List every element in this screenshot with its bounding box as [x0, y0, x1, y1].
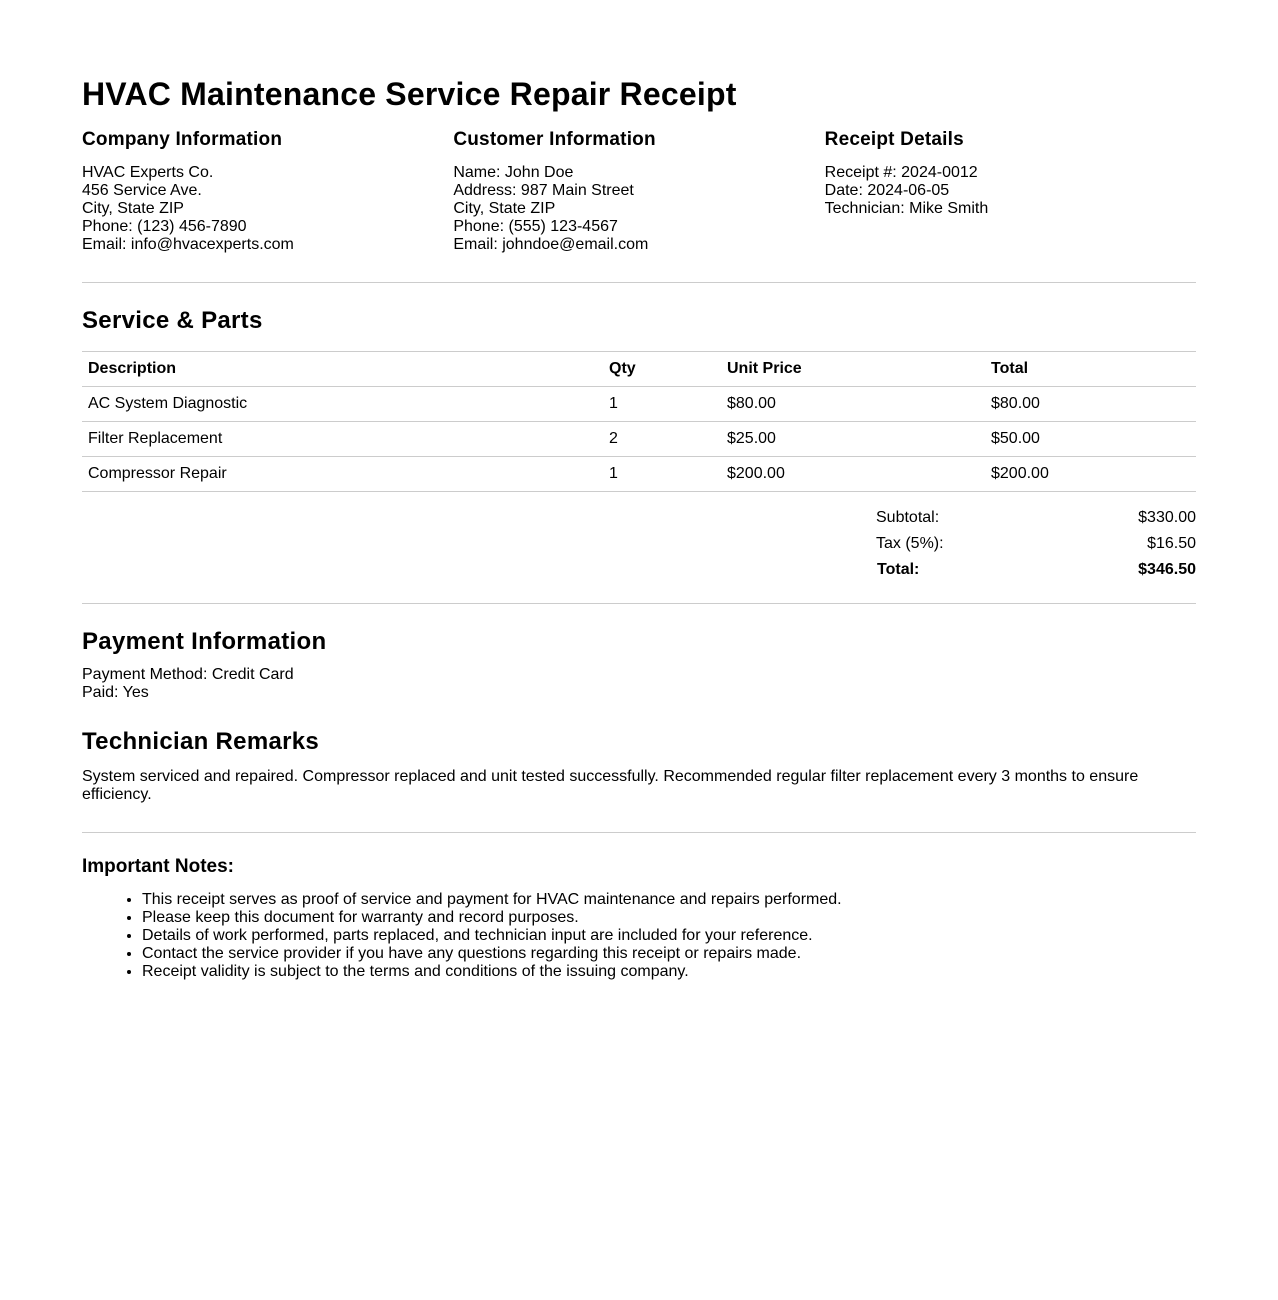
table-row: [82, 457, 1196, 492]
customer-info: [453, 128, 824, 254]
list-item: • This receipt serves as proof of service and payment for HVAC maintenance and repairs performed.: [142, 891, 1196, 909]
column-header-qty: Qty: [603, 352, 721, 387]
list-item: • Please keep this document for warranty and record purposes.: [142, 909, 1196, 927]
column-header-unit-price: Unit Price: [721, 352, 985, 387]
cell-qty: 1: [603, 387, 721, 422]
company-name: HVAC Experts Co.: [82, 164, 214, 181]
payment-info: [82, 666, 1196, 702]
receipt-page: [82, 0, 1196, 981]
receipt-technician: Technician: Mike Smith: [824, 200, 989, 217]
customer-info-lines: [453, 164, 824, 254]
list-item: • Receipt validity is subject to the terms and conditions of the issuing company.: [142, 963, 1196, 981]
customer-name: Name: John Doe: [453, 164, 574, 181]
totals-block: [876, 509, 1196, 587]
cell-total: $200.00: [985, 457, 1196, 492]
customer-city: City, State ZIP: [453, 200, 556, 217]
list-item: • Details of work performed, parts replaced, and technician input are included for your reference.: [142, 927, 1196, 945]
cell-qty: 1: [603, 457, 721, 492]
tax-label: Tax (5%):: [876, 535, 944, 552]
payment-status: Paid: Yes: [82, 684, 149, 701]
cell-description: Compressor Repair: [82, 457, 603, 492]
customer-info-heading: Customer Information: [453, 129, 656, 150]
table-header-row: [82, 352, 1196, 387]
notes-heading: Important Notes:: [82, 856, 234, 877]
page-title: HVAC Maintenance Service Repair Receipt: [82, 76, 737, 112]
receipt-details-heading: Receipt Details: [824, 129, 964, 150]
services-heading: Service & Parts: [82, 307, 263, 334]
company-email: Email: info@hvacexperts.com: [82, 236, 294, 253]
tax-row: [876, 535, 1196, 561]
company-info: [82, 128, 453, 254]
table-row: [82, 387, 1196, 422]
company-city: City, State ZIP: [82, 200, 184, 217]
company-phone: Phone: (123) 456-7890: [82, 218, 247, 235]
total-label: Total:: [877, 561, 920, 578]
payment-heading: Payment Information: [82, 628, 327, 655]
tax-value: $16.50: [1147, 535, 1196, 552]
cell-total: $80.00: [985, 387, 1196, 422]
cell-total: $50.00: [985, 422, 1196, 457]
divider: [82, 282, 1196, 283]
customer-phone: Phone: (555) 123-4567: [453, 218, 618, 235]
customer-email: Email: johndoe@email.com: [453, 236, 649, 253]
remarks-heading: Technician Remarks: [82, 728, 320, 755]
payment-method: Payment Method: Credit Card: [82, 666, 294, 683]
company-info-lines: [82, 164, 453, 254]
total-row: [876, 561, 1196, 587]
divider: [82, 603, 1196, 604]
services-table: [82, 351, 1196, 492]
total-value: $346.50: [1138, 561, 1196, 578]
receipt-details: [825, 128, 1196, 254]
divider: [82, 832, 1196, 833]
info-grid: [82, 128, 1196, 254]
subtotal-row: [876, 509, 1196, 535]
subtotal-label: Subtotal:: [876, 509, 940, 526]
cell-unit-price: $25.00: [721, 422, 985, 457]
customer-address: Address: 987 Main Street: [453, 182, 634, 199]
table-row: [82, 422, 1196, 457]
notes-list: [82, 891, 1196, 981]
receipt-number: Receipt #: 2024-0012: [824, 164, 978, 181]
column-header-total: Total: [985, 352, 1196, 387]
company-address: 456 Service Ave.: [82, 182, 202, 199]
cell-unit-price: $200.00: [721, 457, 985, 492]
receipt-details-lines: [825, 164, 1196, 218]
list-item: • Contact the service provider if you have any questions regarding this receipt or repairs made.: [142, 945, 1196, 963]
receipt-date: Date: 2024-06-05: [824, 182, 950, 199]
company-info-heading: Company Information: [82, 129, 283, 150]
column-header-description: Description: [82, 352, 603, 387]
cell-description: AC System Diagnostic: [82, 387, 603, 422]
cell-qty: 2: [603, 422, 721, 457]
subtotal-value: $330.00: [1138, 509, 1196, 526]
remarks-text: System serviced and repaired. Compressor replaced and unit tested successfully. Recommended regular filter replacement every 3 months to ensure efficiency.: [82, 768, 1139, 803]
cell-unit-price: $80.00: [721, 387, 985, 422]
cell-description: Filter Replacement: [82, 422, 603, 457]
